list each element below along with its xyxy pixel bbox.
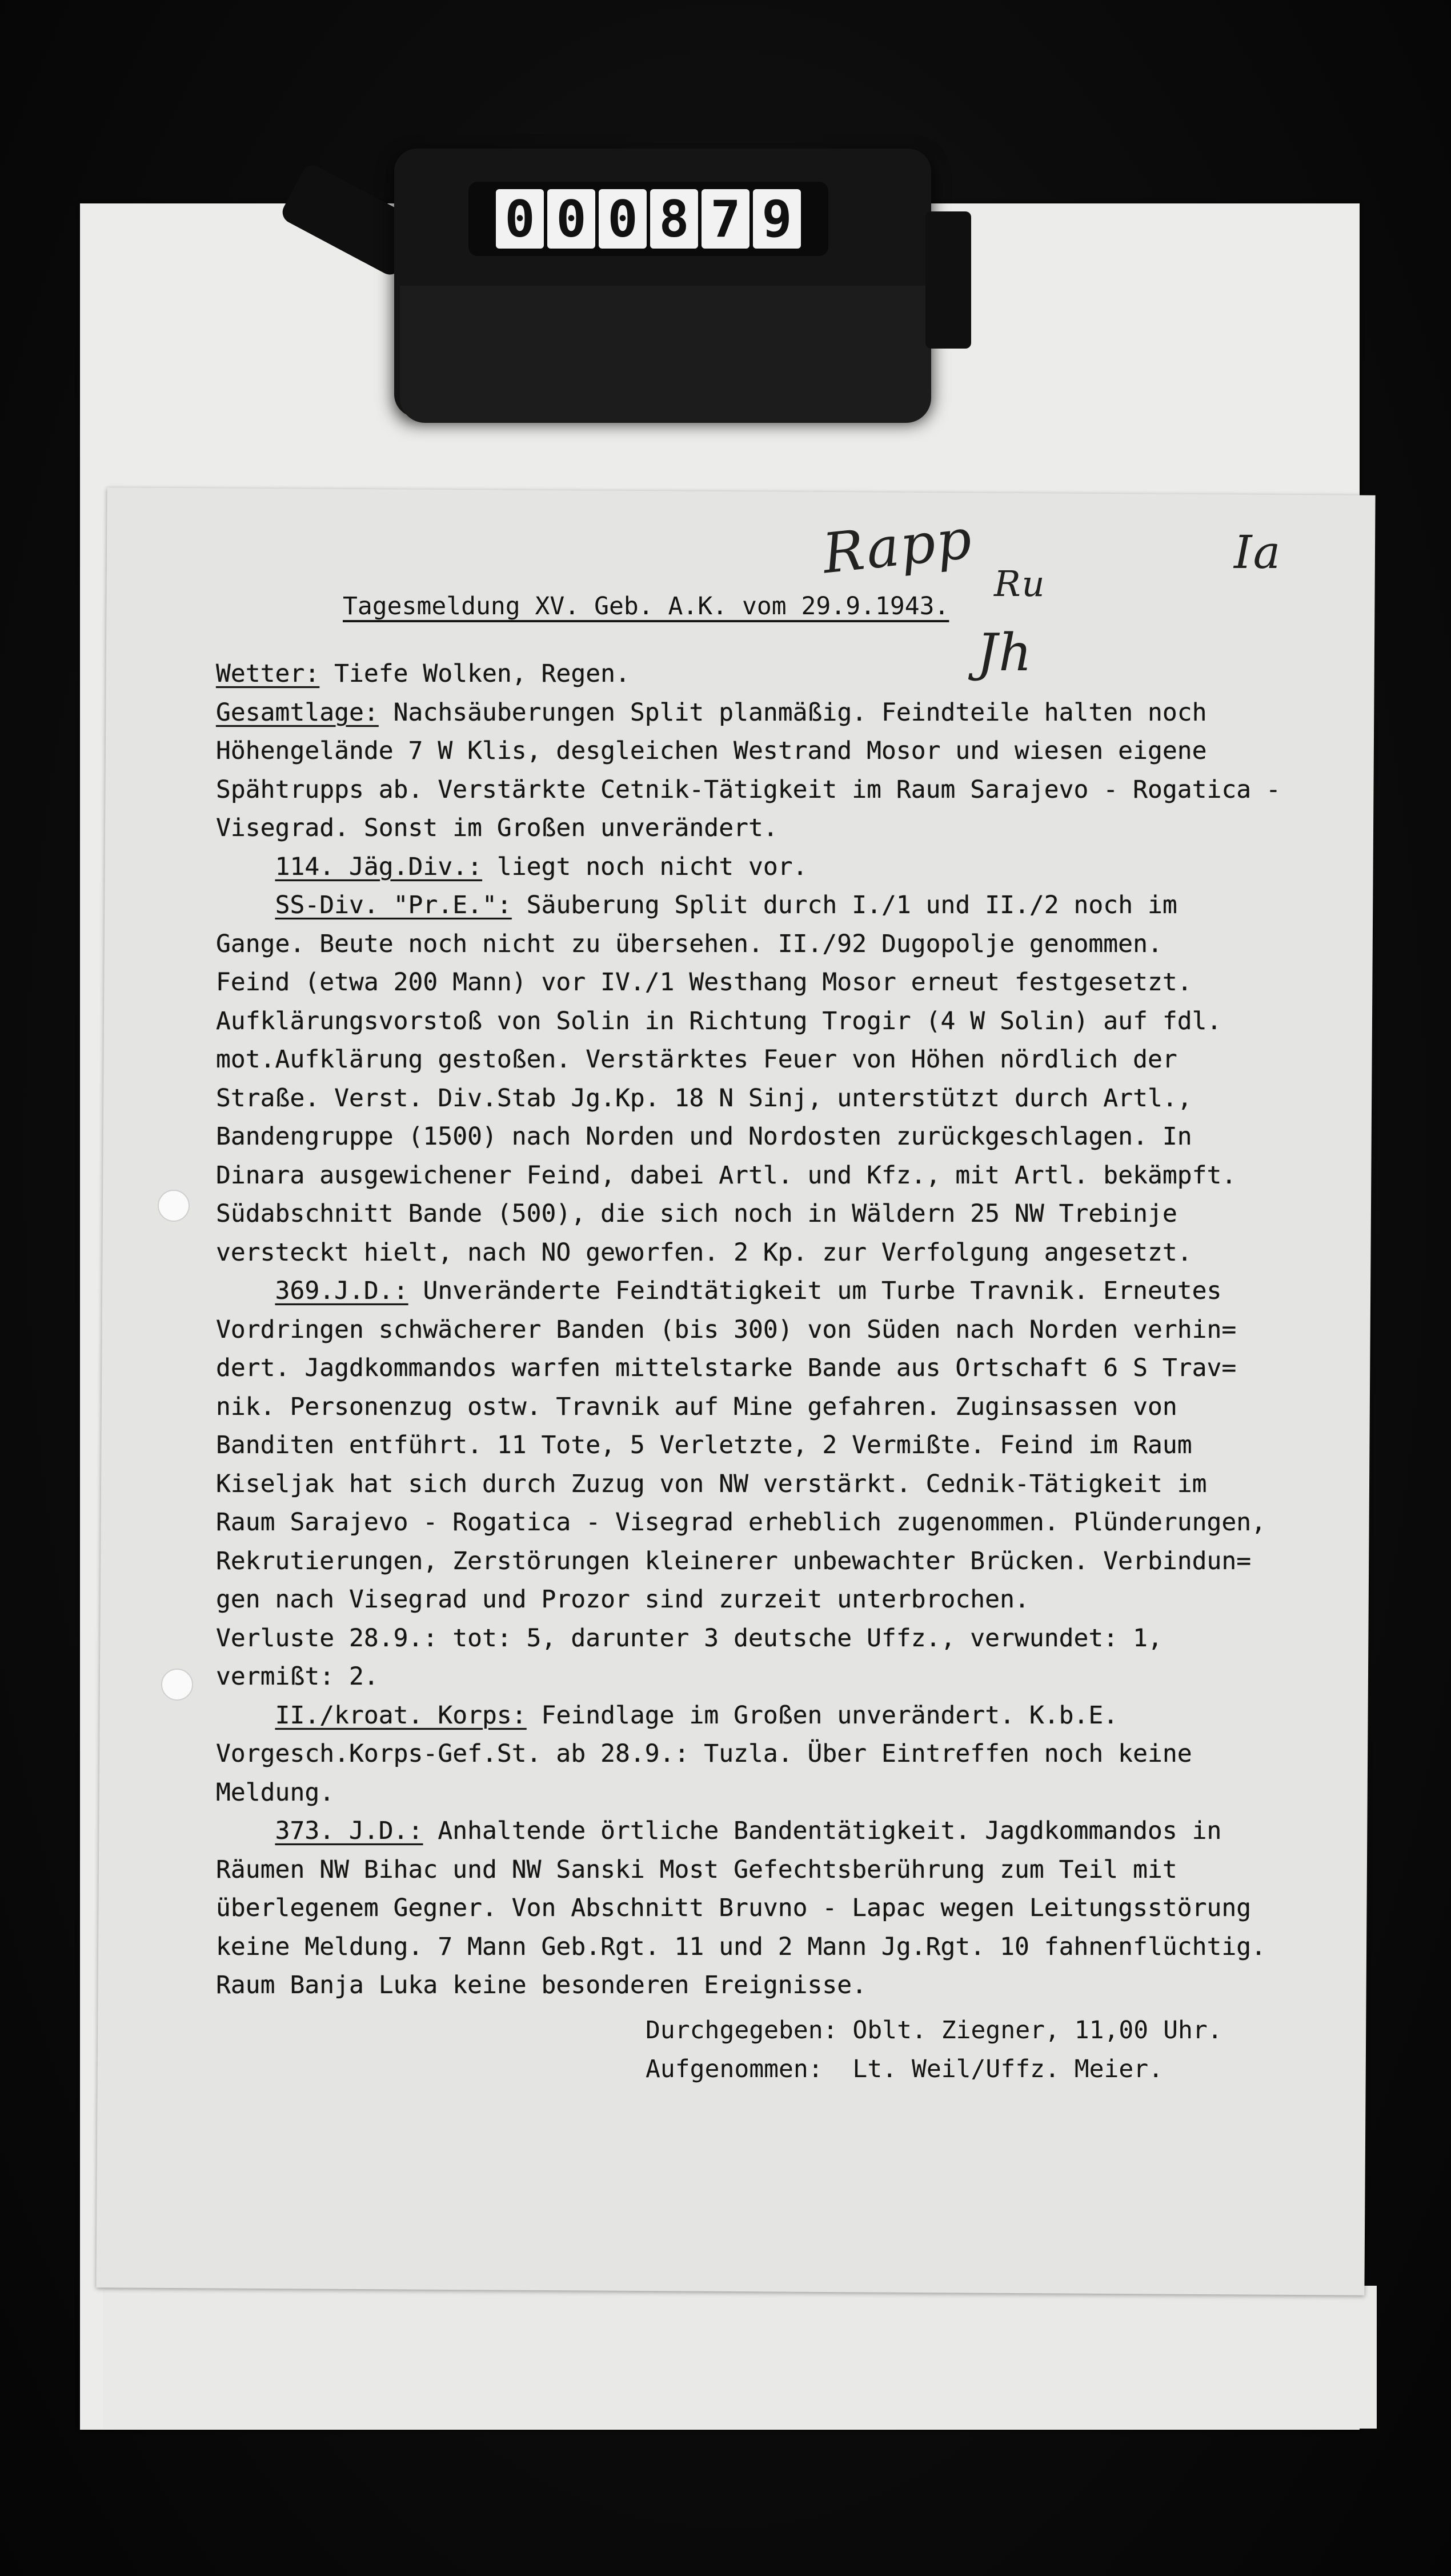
document-line (216, 1658, 1358, 1697)
indent (216, 1277, 275, 1305)
handwritten-corner-mark: Ia (1234, 526, 1282, 579)
line-text: Vorgesch.Korps-Gef.St. ab 28.9.: Tuzla. Über Eintreffen noch keine (216, 1739, 1192, 1768)
handwritten-initials: Ru (994, 563, 1046, 605)
document-line (216, 1889, 1358, 1928)
line-text: Raum Sarajevo - Rogatica - Visegrad erheblich zugenommen. Plünderungen, (216, 1508, 1266, 1537)
document-title: Tagesmeldung XV. Geb. A.K. vom 29.9.1943. (343, 592, 949, 621)
line-text: Feindlage im Großen unverändert. K.b.E. (526, 1701, 1119, 1730)
document-line (216, 1388, 1358, 1427)
document-line (216, 1697, 1358, 1735)
document-line (216, 1157, 1358, 1195)
line-text: mot.Aufklärung gestoßen. Verstärktes Feuer von Höhen nördlich der (216, 1045, 1177, 1074)
line-text: Tiefe Wolken, Regen. (319, 659, 630, 688)
document-line (216, 1851, 1358, 1890)
section-label: 114. Jäg.Div.: (275, 852, 482, 881)
line-text: Feind (etwa 200 Mann) vor IV./1 Westhang Mosor erneut festgesetzt. (216, 968, 1192, 997)
line-text: Säuberung Split durch I./1 und II./2 noch im (511, 891, 1177, 919)
line-text: Nachsäuberungen Split planmäßig. Feindteile halten noch (378, 698, 1207, 727)
line-text: nik. Personenzug ostw. Travnik auf Mine gefahren. Zuginsassen von (216, 1392, 1177, 1421)
line-text: Meldung. (216, 1778, 335, 1807)
line-text: Kiseljak hat sich durch Zuzug von NW verstärkt. Cednik-Tätigkeit im (216, 1469, 1207, 1498)
line-text: Verluste 28.9.: tot: 5, darunter 3 deutsche Uffz., verwundet: 1, (216, 1623, 1163, 1653)
counter-digit: 7 (702, 189, 749, 249)
counter-digit: 9 (753, 189, 801, 249)
document-line (216, 809, 1358, 848)
document-line (216, 1619, 1358, 1658)
section-label: Gesamtlage: (216, 698, 379, 727)
document-line (216, 1311, 1358, 1350)
line-text: Gange. Beute noch nicht zu übersehen. II./92 Dugopolje genommen. (216, 929, 1163, 958)
document-line (216, 886, 1358, 925)
document-line (216, 1426, 1358, 1465)
line-text: Bandengruppe (1500) nach Norden und Nordosten zurückgeschlagen. In (216, 1122, 1192, 1151)
counter-digit: 0 (599, 189, 647, 249)
document-line (216, 1234, 1358, 1273)
document-line (216, 1774, 1358, 1813)
document-line (216, 655, 1358, 694)
document-line (216, 1079, 1358, 1118)
section-label: II./kroat. Korps: (275, 1701, 527, 1730)
document-line (216, 732, 1358, 771)
punch-hole (161, 1669, 193, 1701)
document-line (216, 1966, 1358, 2005)
frame-counter-base (400, 286, 931, 423)
document-line (216, 1195, 1358, 1234)
document-line (216, 1465, 1358, 1504)
document-line (216, 1118, 1358, 1157)
counter-digit: 0 (496, 189, 544, 249)
line-text: Vordringen schwächerer Banden (bis 300) von Süden nach Norden verhin= (216, 1315, 1237, 1344)
line-text: überlegenem Gegner. Von Abschnitt Bruvno - Lapac wegen Leitungsstörung (216, 1894, 1252, 1922)
section-label: 369.J.D.: (275, 1277, 408, 1305)
carrier-page-lower (103, 2286, 1377, 2429)
line-text: Visegrad. Sonst im Großen unverändert. (216, 814, 778, 842)
line-text: Rekrutierungen, Zerstörungen kleinerer unbewachter Brücken. Verbindun= (216, 1546, 1252, 1575)
document-line (216, 1735, 1358, 1774)
signoff-received: Aufgenommen: Lt. Weil/Uffz. Meier. (646, 2055, 1164, 2083)
indent (216, 891, 275, 919)
line-text: Südabschnitt Bande (500), die sich noch in Wäldern 25 NW Trebinje (216, 1199, 1177, 1228)
document-line (216, 1581, 1358, 1619)
document-line (216, 1812, 1358, 1851)
line-text: liegt noch nicht vor. (482, 852, 808, 881)
line-text: Dinara ausgewichener Feind, dabei Artl. und Kfz., mit Artl. bekämpft. (216, 1161, 1237, 1190)
line-text: Räumen NW Bihac und NW Sanski Most Gefechtsberührung zum Teil mit (216, 1855, 1177, 1884)
indent (216, 853, 275, 881)
document-line (216, 963, 1358, 1002)
document-line (216, 1002, 1358, 1041)
indent (216, 1701, 275, 1730)
counter-digit: 8 (650, 189, 698, 249)
section-label: SS-Div. "Pr.E.": (275, 891, 512, 919)
indent (216, 1817, 275, 1845)
line-text: Straße. Verst. Div.Stab Jg.Kp. 18 N Sinj, unterstützt durch Artl., (216, 1083, 1192, 1113)
line-text: Unveränderte Feindtätigkeit um Turbe Travnik. Erneutes (408, 1277, 1222, 1305)
frame-counter-knob (925, 211, 971, 349)
document-line (216, 1041, 1358, 1079)
document-line (216, 1542, 1358, 1581)
signoff-transmitted: Durchgegeben: Oblt. Ziegner, 11,00 Uhr. (646, 2016, 1222, 2045)
document-line (216, 1272, 1358, 1311)
line-text: keine Meldung. 7 Mann Geb.Rgt. 11 und 2 Mann Jg.Rgt. 10 fahnenflüchtig. (216, 1932, 1266, 1961)
line-text: versteckt hielt, nach NO geworfen. 2 Kp. zur Verfolgung angesetzt. (216, 1238, 1192, 1267)
document-line (216, 1928, 1358, 1967)
line-text: gen nach Visegrad und Prozor sind zurzeit unterbrochen. (216, 1585, 1029, 1614)
line-text: Spähtrupps ab. Verstärkte Cetnik-Tätigkeit im Raum Sarajevo - Rogatica - (216, 775, 1281, 804)
line-text: Banditen entführt. 11 Tote, 5 Verletzte, 2 Vermißte. Feind im Raum (216, 1431, 1192, 1459)
line-text: vermißt: 2. (216, 1662, 379, 1691)
document-line (216, 925, 1358, 964)
section-label: 373. J.D.: (275, 1817, 423, 1845)
handwritten-initials: Rapp (819, 506, 976, 586)
counter-digit: 0 (547, 189, 595, 249)
frame-counter-window (468, 182, 828, 256)
line-text: Aufklärungsvorstoß von Solin in Richtung Trogir (4 W Solin) auf fdl. (216, 1006, 1222, 1035)
line-text: dert. Jagdkommandos warfen mittelstarke Bande aus Ortschaft 6 S Trav= (216, 1354, 1237, 1382)
document-line (216, 1349, 1358, 1388)
line-text: Höhengelände 7 W Klis, desgleichen Westrand Mosor und wiesen eigene (216, 737, 1207, 765)
document-line (216, 694, 1358, 733)
line-text: Anhaltende örtliche Bandentätigkeit. Jagdkommandos in (423, 1817, 1222, 1845)
document-line (216, 1503, 1358, 1542)
section-label: Wetter: (216, 659, 320, 688)
document-line (216, 771, 1358, 810)
punch-hole (158, 1190, 190, 1222)
line-text: Raum Banja Luka keine besonderen Ereignisse. (216, 1971, 867, 1999)
document-line (216, 848, 1358, 887)
handwritten-initials: Jh (977, 623, 1033, 683)
